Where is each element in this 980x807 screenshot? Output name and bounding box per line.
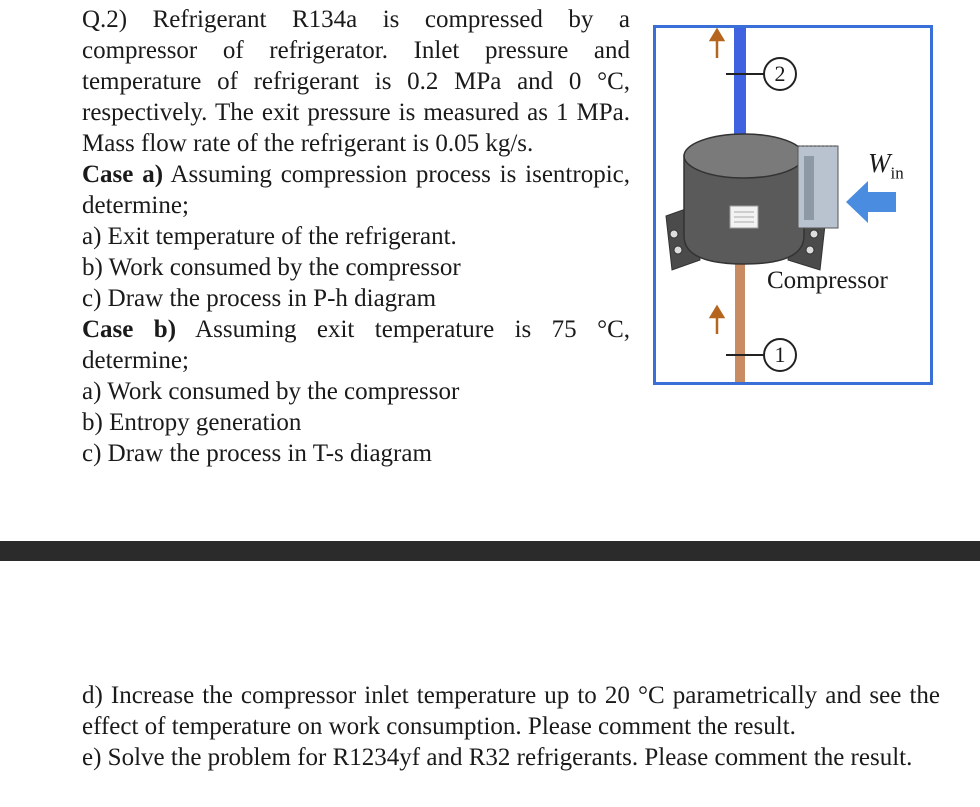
case-a-item: a) Exit temperature of the refrigerant. <box>82 223 457 250</box>
case-a-text: Assuming compression process is isentropic, determine; <box>82 161 630 219</box>
work-subscript: in <box>890 163 904 183</box>
state-1-marker: 1 <box>763 338 797 372</box>
task-e: e) Solve the problem for R1234yf and R32 refrigerants. Please comment the result. <box>82 744 913 771</box>
case-b-item: b) Entropy generation <box>82 409 302 436</box>
case-b-heading <box>82 314 630 376</box>
question-intro: Q.2) Refrigerant R134a is compressed by a compressor of refrigerator. Inlet pressure and temperature of refrigerant is 0.2 MPa and 0 °C, respectively. The exit pressure is measured as 1 MPa. Mass flow rate of the refrigerant is 0.05 kg/s. <box>82 6 630 157</box>
work-symbol: W <box>868 148 891 178</box>
work-input-label <box>868 148 904 183</box>
question-block <box>82 4 630 469</box>
terminal-box <box>798 146 838 228</box>
page-divider <box>0 541 980 561</box>
task-d: d) Increase the compressor inlet temperature up to 20 °C parametrically and see the effect of temperature on work consumption. Please comment the result. <box>82 682 940 740</box>
case-a-label: Case a) <box>82 161 164 188</box>
case-b-text: Assuming exit temperature is 75 °C, determine; <box>82 316 631 374</box>
case-b-label: Case b) <box>82 316 177 343</box>
flow-arrow-up-icon <box>711 30 723 58</box>
state-2-marker: 2 <box>763 57 797 91</box>
flow-arrow-up-icon <box>711 307 723 334</box>
extra-tasks <box>82 680 940 773</box>
case-a-item: c) Draw the process in P-h diagram <box>82 285 437 312</box>
compressor-label: Compressor <box>767 267 888 294</box>
compressor-figure <box>653 25 933 385</box>
case-b-item: a) Work consumed by the compressor <box>82 378 460 405</box>
case-b-item: c) Draw the process in T-s diagram <box>82 440 432 467</box>
work-input-arrow-icon <box>846 181 896 223</box>
compressor-body <box>684 134 804 264</box>
case-a-item: b) Work consumed by the compressor <box>82 254 461 281</box>
case-a-heading <box>82 159 630 221</box>
